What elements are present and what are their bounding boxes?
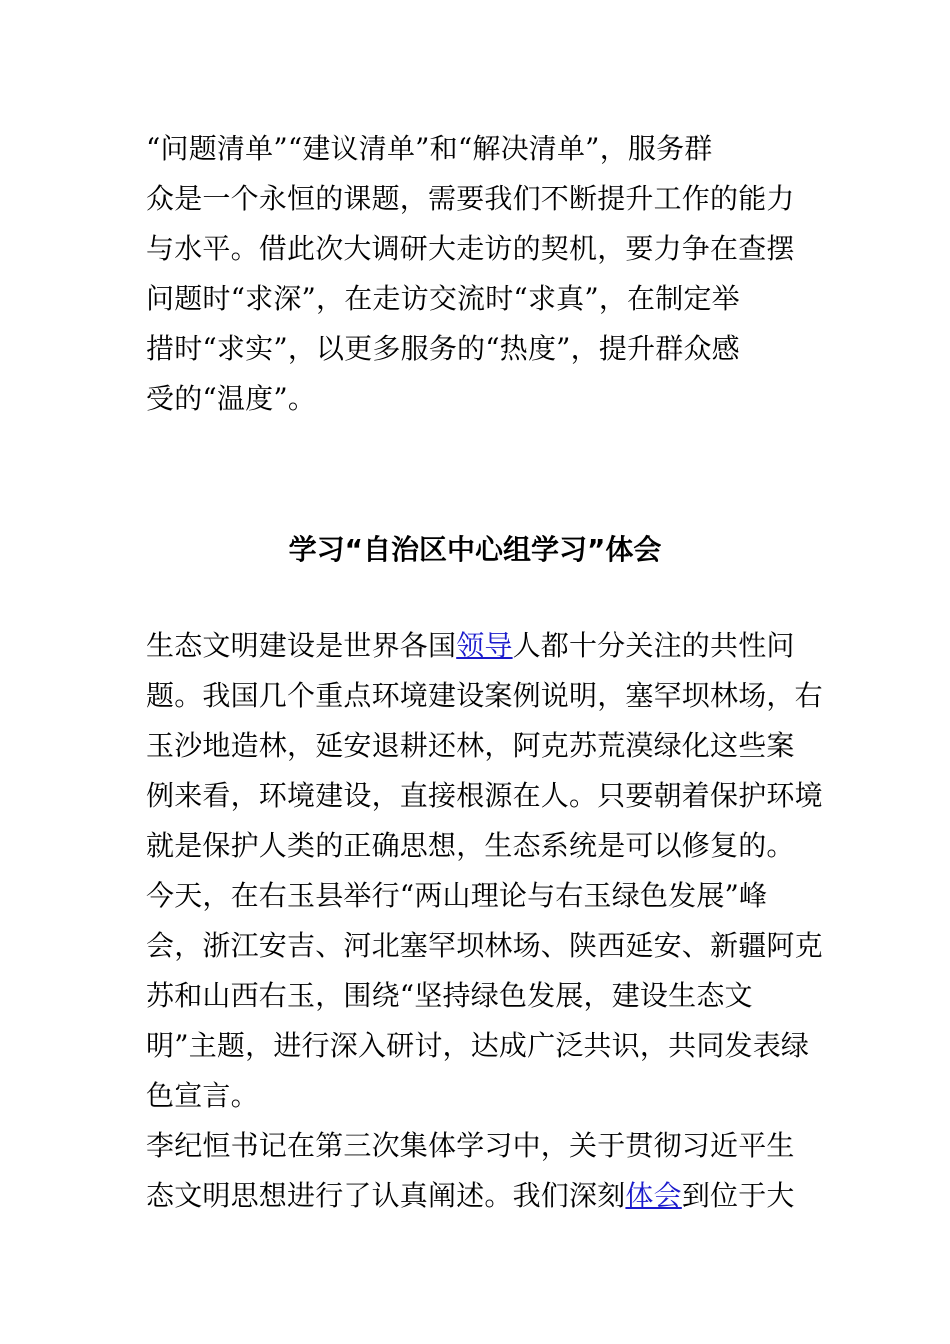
intro-paragraph (146, 124, 808, 424)
text-line: 玉沙地造林，延安退耕还林，阿克苏荒漠绿化这些案 (146, 729, 795, 762)
text-line: 就是保护人类的正确思想，生态系统是可以修复的。 (146, 829, 795, 862)
text-line: 题。我国几个重点环境建设案例说明，塞罕坝林场，右 (146, 679, 823, 712)
text-line: 受的“温度”。 (146, 382, 317, 415)
text-line: 苏和山西右玉，围绕“坚持绿色发展，建设生态文 (146, 979, 753, 1012)
text-line (146, 621, 808, 671)
text-line: 明”主题，进行深入研讨，达成广泛共识，共同发表绿 (146, 1029, 810, 1062)
text-line: 色宣言。 (146, 1079, 259, 1112)
text-line: 问题时“求深”，在走访交流时“求真”，在制定举 (146, 282, 740, 315)
link-lingdao[interactable]: 领导 (456, 629, 513, 662)
section-title: 学习“自治区中心组学习”体会 (288, 533, 662, 566)
text-line: 与水平。借此次大调研大走访的契机，要力争在查摆 (146, 232, 795, 265)
text-line: “问题清单”“建议清单”和“解决清单”，服务群 (146, 132, 713, 165)
text-segment: 人都十分关注的共性问 (512, 629, 795, 662)
text-line: 李纪恒书记在第三次集体学习中，关于贯彻习近平生 (146, 1129, 795, 1162)
text-line: 例来看，环境建设，直接根源在人。只要朝着保护环境 (146, 779, 823, 812)
text-segment: 态文明思想进行了认真阐述。我们深刻 (146, 1179, 626, 1212)
text-segment: 到位于大 (681, 1179, 795, 1212)
text-line (146, 1171, 808, 1221)
text-line: 今天，在右玉县举行“两山理论与右玉绿色发展”峰 (146, 879, 768, 912)
text-segment: 生态文明建设是世界各国 (146, 629, 457, 662)
text-line: 措时“求实”，以更多服务的“热度”，提升群众感 (146, 332, 740, 365)
text-line: 众是一个永恒的课题，需要我们不断提升工作的能力 (146, 182, 795, 215)
text-line: 会，浙江安吉、河北塞罕坝林场、陕西延安、新疆阿克 (146, 929, 823, 962)
link-tihui[interactable]: 体会 (625, 1179, 682, 1212)
body-paragraph (146, 621, 823, 1221)
